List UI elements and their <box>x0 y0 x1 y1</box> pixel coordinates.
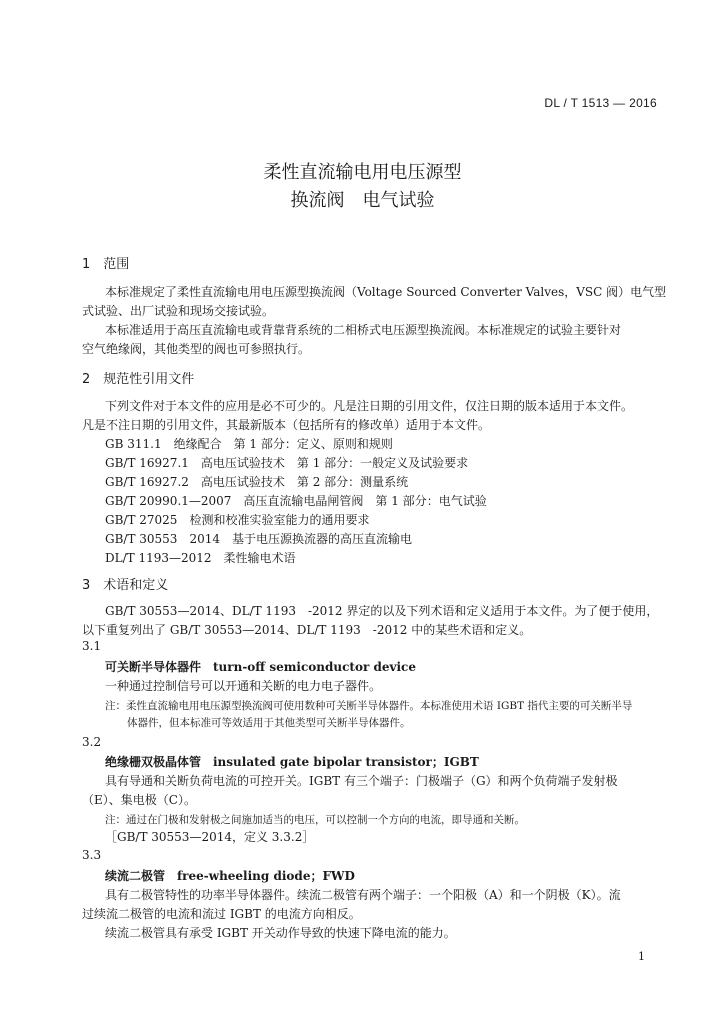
reference-item: GB/T 30553 2014 基于电压源换流器的高压直流输电 <box>105 532 412 546</box>
term-3-2-definition-line2: （E）、集电极（C）。 <box>82 793 196 807</box>
section-1-para2-line2: 空气绝缘阀，其他类型的阀也可参照执行。 <box>82 342 311 356</box>
term-3-1-title: 可关断半导体器件 turn-off semiconductor device <box>105 660 416 674</box>
document-title-line2: 换流阀 电气试验 <box>290 190 435 211</box>
term-3-1-note-line1: 注：柔性直流输电用电压源型换流阀可使用数种可关断半导体器件。本标准使用术语 IGBT 指代主要的可关断半导 <box>105 700 633 712</box>
section-1-heading: 1 范围 <box>82 257 130 272</box>
page-number: 1 <box>638 950 645 963</box>
term-number-3-2: 3.2 <box>82 735 102 749</box>
term-3-3-title: 续流二极管 free-wheeling diode；FWD <box>105 869 355 883</box>
term-3-2-title: 绝缘栅双极晶体管 insulated gate bipolar transistor；IGBT <box>105 755 479 769</box>
term-3-3-definition-line3: 续流二极管具有承受 IGBT 开关动作导致的快速下降电流的能力。 <box>105 926 456 940</box>
reference-item: DL/T 1193—2012 柔性输电术语 <box>105 551 296 565</box>
section-3-para1-line2: 以下重复列出了 GB/T 30553—2014、DL/T 1193 -2012 中的某些术语和定义。 <box>82 623 532 637</box>
section-1-para2-line1: 本标准适用于高压直流输电或背靠背系统的二相桥式电压源型换流阀。本标准规定的试验主要针对 <box>105 323 622 337</box>
term-3-1-definition: 一种通过控制信号可以开通和关断的电力电子器件。 <box>105 679 382 693</box>
reference-item: GB 311.1 绝缘配合 第 1 部分：定义、原则和规则 <box>105 437 393 451</box>
term-3-3-definition-line1: 具有二极管特性的功率半导体器件。续流二极管有两个端子：一个阳极（A）和一个阴极（K）。流 <box>105 888 621 902</box>
reference-item: GB/T 27025 检测和校准实验室能力的通用要求 <box>105 513 370 527</box>
section-3-heading: 3 术语和定义 <box>82 578 169 593</box>
section-3-para1-line1: GB/T 30553—2014、DL/T 1193 -2012 界定的以及下列术语和定义适用于本文件。为了便于使用， <box>105 604 659 618</box>
term-3-2-definition-line1: 具有导通和关断负荷电流的可控开关。IGBT 有三个端子：门极端子（G）和两个负荷端子发射极 <box>105 774 618 788</box>
term-number-3-3: 3.3 <box>82 848 102 862</box>
term-3-2-source: ［GB/T 30553—2014，定义 3.3.2］ <box>105 830 315 844</box>
section-1-para1-line2: 式试验、出厂试验和现场交接试验。 <box>82 304 275 318</box>
section-2-para1-line1: 下列文件对于本文件的应用是必不可少的。凡是注日期的引用文件，仅注日期的版本适用于本文件。 <box>105 399 634 413</box>
reference-item: GB/T 20990.1—2007 高压直流输电晶闸管阀 第 1 部分：电气试验 <box>105 494 487 508</box>
standard-code: DL / T 1513 — 2016 <box>544 96 657 110</box>
document-title-line1: 柔性直流输电用电压源型 <box>263 162 462 183</box>
reference-item: GB/T 16927.1 高电压试验技术 第 1 部分：一般定义及试验要求 <box>105 456 469 470</box>
term-3-3-definition-line2: 过续流二极管的电流和流过 IGBT 的电流方向相反。 <box>82 907 361 921</box>
section-2-para1-line2: 凡是不注日期的引用文件，其最新版本（包括所有的修改单）适用于本文件。 <box>82 418 491 432</box>
section-1-para1-line1: 本标准规定了柔性直流输电用电压源型换流阀（Voltage Sourced Converter Valves，VSC 阀）电气型 <box>105 285 667 299</box>
term-3-1-note-line2: 体器件，但本标准可等效适用于其他类型可关断半导体器件。 <box>127 717 411 729</box>
reference-item: GB/T 16927.2 高电压试验技术 第 2 部分：测量系统 <box>105 475 409 489</box>
section-2-heading: 2 规范性引用文件 <box>82 372 195 387</box>
term-number-3-1: 3.1 <box>82 639 102 653</box>
term-3-2-note: 注：通过在门极和发射极之间施加适当的电压，可以控制一个方向的电流，即导通和关断。 <box>105 814 525 826</box>
